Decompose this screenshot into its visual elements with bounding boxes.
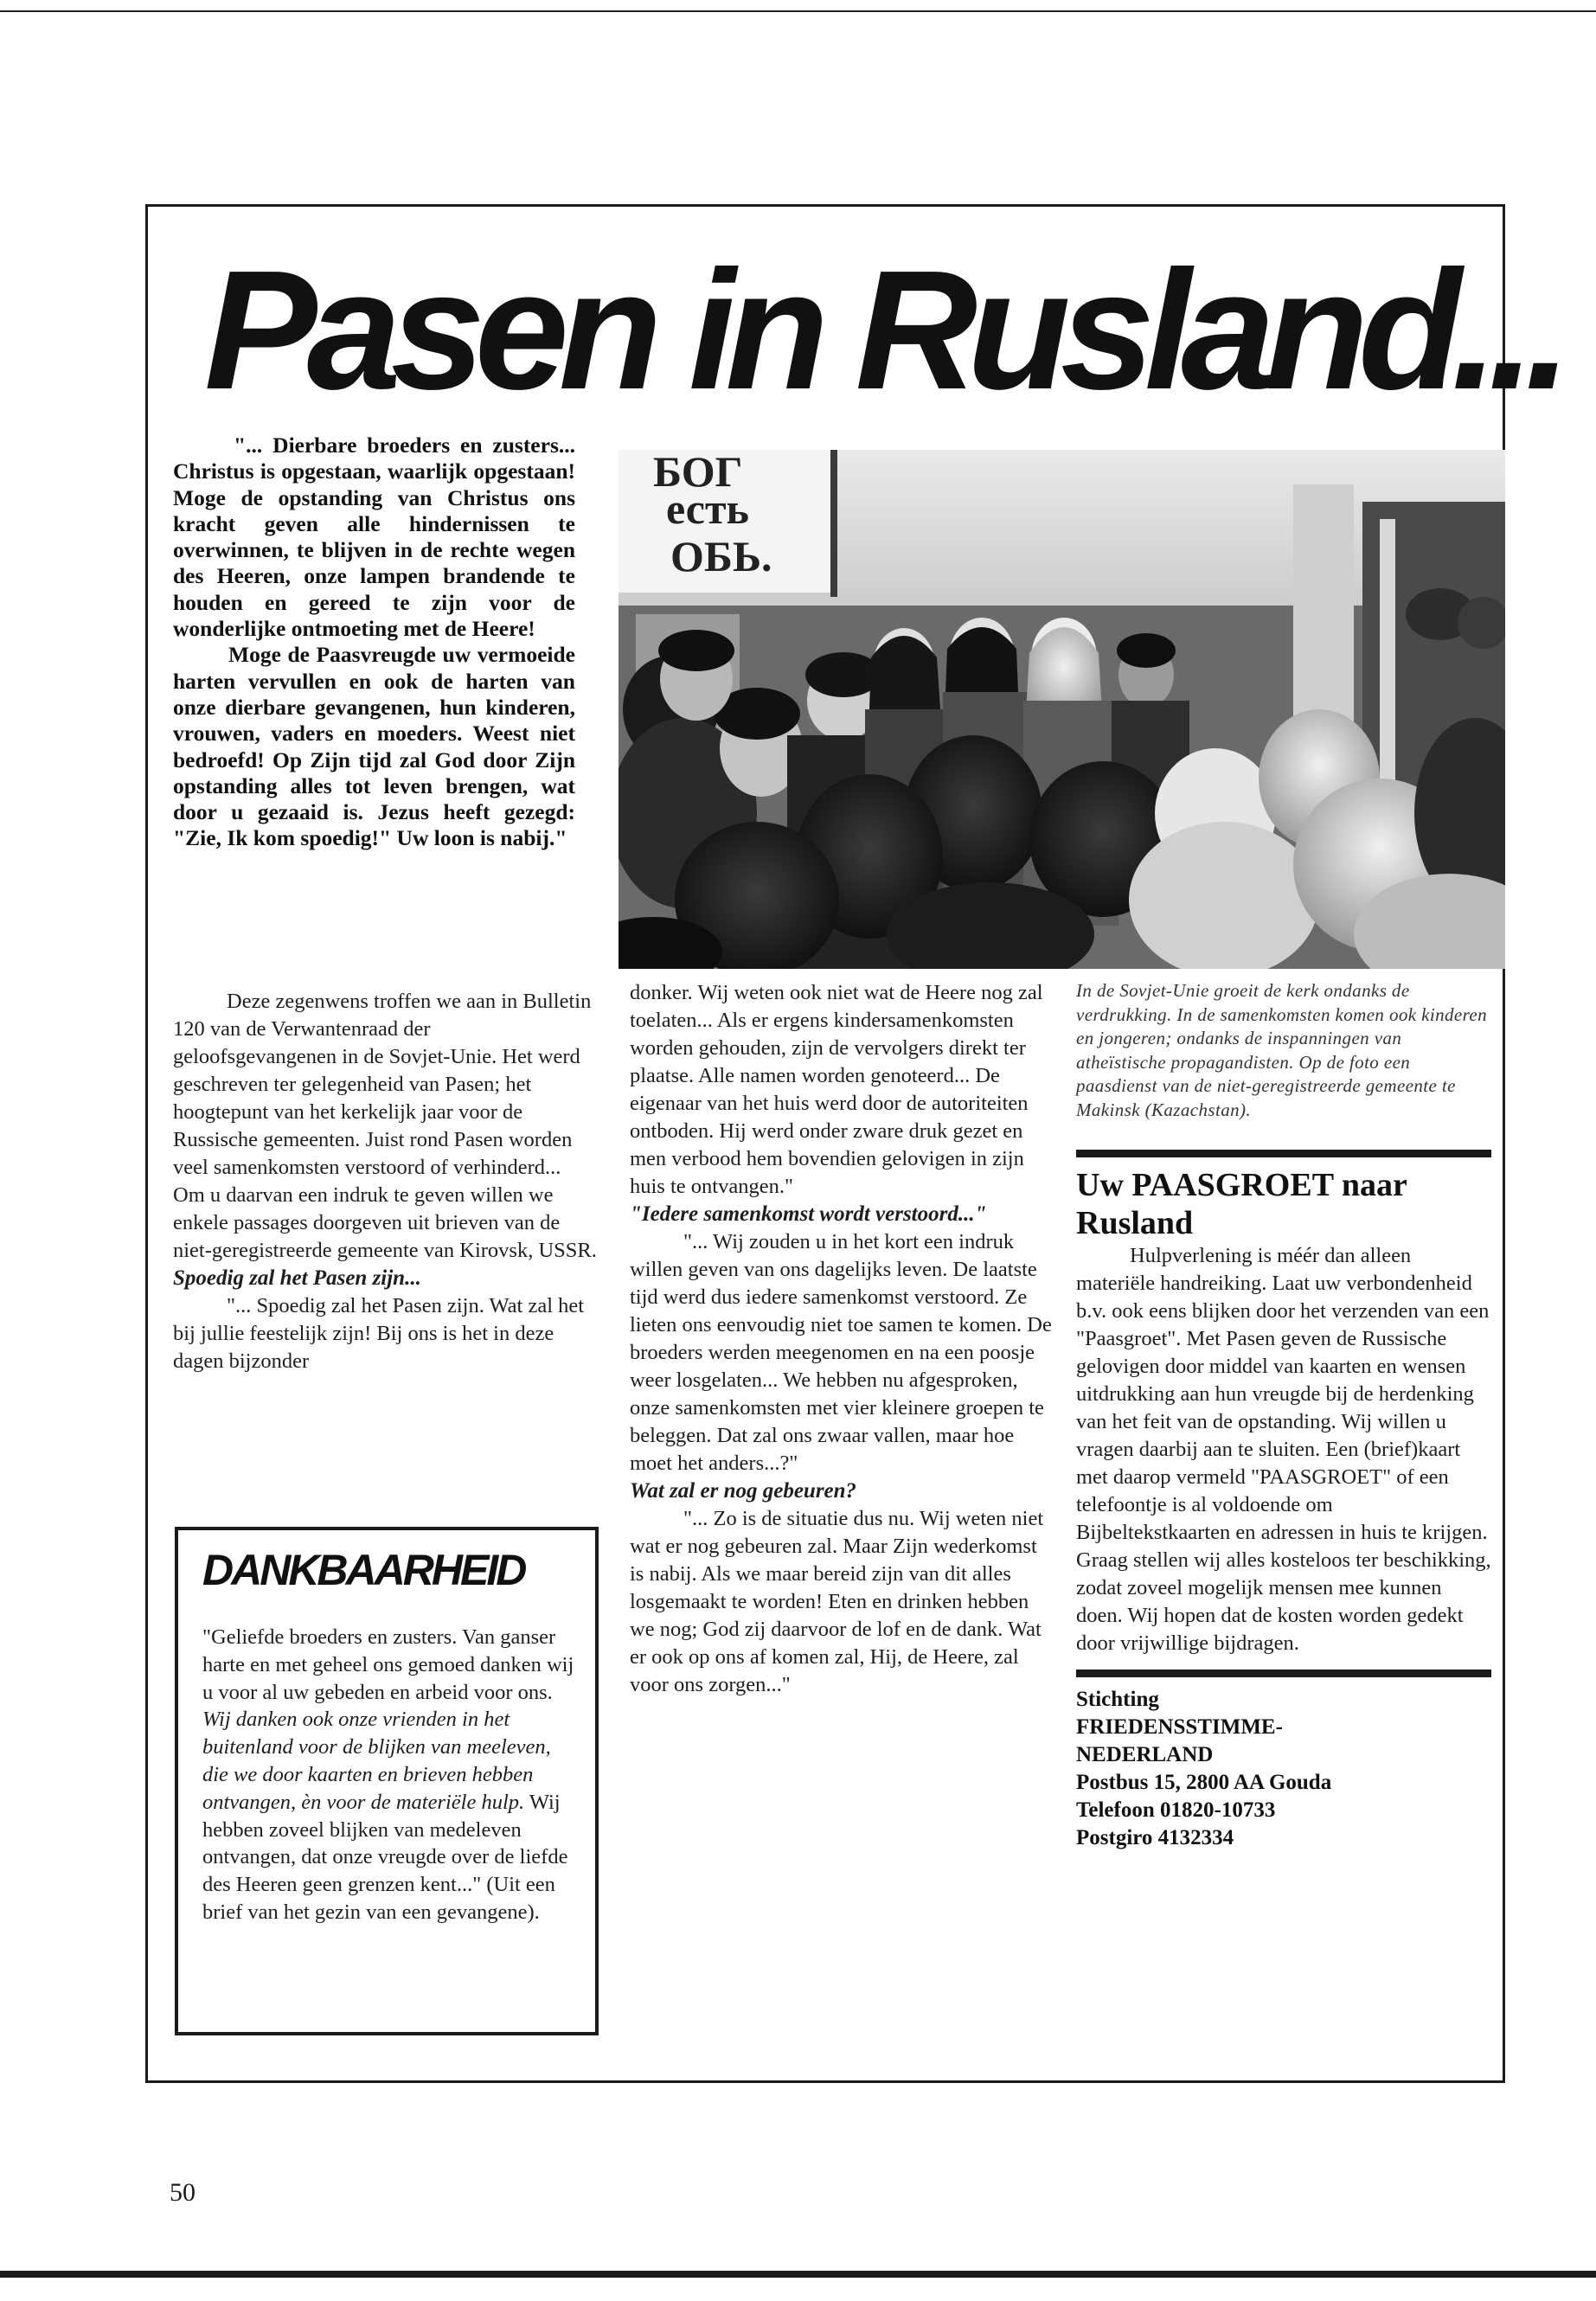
photo-easter-service (619, 450, 1505, 969)
photo-illustration (619, 450, 1505, 969)
sign-banner (619, 450, 837, 597)
dank-text-part: Wij hebben zoveel blijken van medeleven ontvangen, dat onze vreugde over de liefde des Heeren geen grenzen kent..." (Uit een brief van het gezin van een gevangene). (202, 1790, 568, 1924)
org-line: NEDERLAND (1076, 1743, 1214, 1766)
intro-quote (173, 433, 575, 943)
column-1 (173, 988, 597, 1375)
article-title: Pasen in Rusland... (204, 235, 1562, 425)
dankbaarheid-box (175, 1527, 599, 2035)
paasgroet-text: Hulpverlening is méér dan alleen materiële handreiking. Laat uw verbondenheid b.v. ook eens blijken door het verzenden van een "Paasgroet". Met Pasen geven de Russische gelovigen door middel van kaarten en wensen uitdrukking aan hun vreugde bij de herdenking van het feit van de opstanding. Wij willen u vragen daarbij aan te sluiten. Een (brief)kaart met daarop vermeld "PAASGROET" of een telefoontje is al voldoende om Bijbeltekstkaarten en adressen in huis te krijgen. Graag stellen wij alles kosteloos ter beschikking, zodat zoveel mogelijk mensen mee kunnen doen. Wij hopen dat de kosten worden gedekt door vrijwillige bijdragen. (1076, 1244, 1491, 1655)
dankbaarheid-title: DANKBAARHEID (202, 1546, 525, 1594)
giro-line: Postgiro 4132334 (1076, 1826, 1234, 1849)
paasgroet-heading: Uw PAASGROET naar Rusland (1076, 1167, 1407, 1241)
postbus-line: Postbus 15, 2800 AA Gouda (1076, 1771, 1332, 1794)
body-paragraph: Deze zegenwens troffen we aan in Bulletin 120 van de Verwantenraad der geloofsgevangenen in de Sovjet-Unie. Het werd geschreven ter gelegenheid van Pasen; het hoogtepunt van het kerkelijk jaar voor de Russische gemeenten. Juist rond Pasen worden veel samenkomsten verstoord of verhinderd... Om u daarvan een indruk te geven willen we enkele passages doorgeven uit brieven van de niet-geregistreerde gemeente van Kirovsk, USSR. (173, 990, 597, 1262)
intro-paragraph: Moge de Paasvreugde uw vermoeide harten vervullen en ook de harten van onze dierbare gevangenen, hun kinderen, vrouwen, vaders en moeders. Weest niet bedroefd! Op Zijn tijd zal God door Zijn opstanding alles tot leven brengen, wat door u gezaaid is. Jezus heeft gezegd: "Zie, Ik kom spoedig!" Uw loon is nabij." (173, 642, 575, 851)
sign-text: ОБЬ. (670, 532, 772, 580)
body-paragraph: "... Spoedig zal het Pasen zijn. Wat zal het bij jullie feestelijk zijn! Bij ons is het in deze dagen bijzonder (173, 1294, 585, 1373)
dankbaarheid-text (202, 1624, 576, 1926)
divider-bar (1076, 1670, 1491, 1677)
body-paragraph: "... Zo is de situatie dus nu. Wij weten niet wat er nog gebeuren zal. Maar Zijn wederkomst is nabij. Als we maar bereid zijn van dit alles losgemaakt te worden! Eten en drinken hebben we nog; God zij daarvoor de lof en de dank. Wat er ook op ons af komen zal, Hij, de Heere, zal voor ons zorgen..." (630, 1507, 1044, 1696)
page-number: 50 (170, 2178, 195, 2207)
org-line: Stichting (1076, 1688, 1159, 1711)
bottom-rule (0, 2271, 1596, 2278)
divider-bar (1076, 1150, 1491, 1157)
subheading: Spoedig zal het Pasen zijn... (173, 1266, 421, 1290)
dank-text-part: "Geliefde broeders en zusters. Van ganser harte en met geheel ons gemoed danken wij u voor al uw gebeden en arbeid voor ons. (202, 1625, 574, 1704)
body-paragraph: "... Wij zouden u in het kort een indruk willen geven van ons dagelijks leven. De laatste tijd werd dus iedere samenkomst verstoord. Ze lieten ons eenvoudig niet toe samen te komen. De broeders werden meegenomen en na een poosje weer losgelaten... We hebben nu afgesproken, onze samenkomsten met vier kleinere groepen te beleggen. Dat zal ons zwaar vallen, maar hoe moet het anders...?" (630, 1230, 1052, 1475)
subheading: Wat zal er nog gebeuren? (630, 1479, 857, 1503)
dank-text-italic: Wij danken ook onze vrienden in het buitenland voor de blijken van meeleven, die we door kaarten en brieven hebben ontvangen, èn voor de materiële hulp. (202, 1708, 551, 1814)
body-paragraph: donker. Wij weten ook niet wat de Heere nog zal toelaten... Als er ergens kindersamenkomsten worden gehouden, zijn de vervolgers direkt ter plaatse. Alle namen worden genoteerd... De eigenaar van het huis werd door de autoriteiten ontboden. Hij werd onder zware druk gezet en men verbood hem bovendien gelovigen in zijn huis te ontvangen." (630, 981, 1043, 1198)
phone-line: Telefoon 01820-10733 (1076, 1798, 1276, 1822)
contact-address (1076, 1686, 1491, 1852)
top-rule (0, 10, 1596, 12)
subheading: "Iedere samenkomst wordt verstoord..." (630, 1202, 987, 1226)
intro-paragraph: "... Dierbare broeders en zusters... Christus is opgestaan, waarlijk opgestaan! Moge de opstanding van Christus ons kracht geven alle hindernissen te overwinnen, te blijven in de rechte wegen des Heeren, onze lampen brandende te houden en gereed te zijn voor de wonderlijke ontmoeting met de Heere! (173, 433, 575, 642)
photo-caption: In de Sovjet-Unie groeit de kerk ondanks de verdrukking. In de samenkomsten komen ook kinderen en jongeren; ondanks de inspanningen van atheïstische propagandisten. Op de foto een paasdienst van de niet-geregistreerde gemeente te Makinsk (Kazachstan). (1076, 980, 1488, 1120)
sign-top-text: БОГ (653, 450, 743, 496)
org-line: FRIEDENSSTIMME- (1076, 1715, 1283, 1739)
column-3 (1076, 979, 1491, 1852)
column-2 (630, 979, 1052, 1699)
sign-mid-text: есть (666, 484, 749, 533)
